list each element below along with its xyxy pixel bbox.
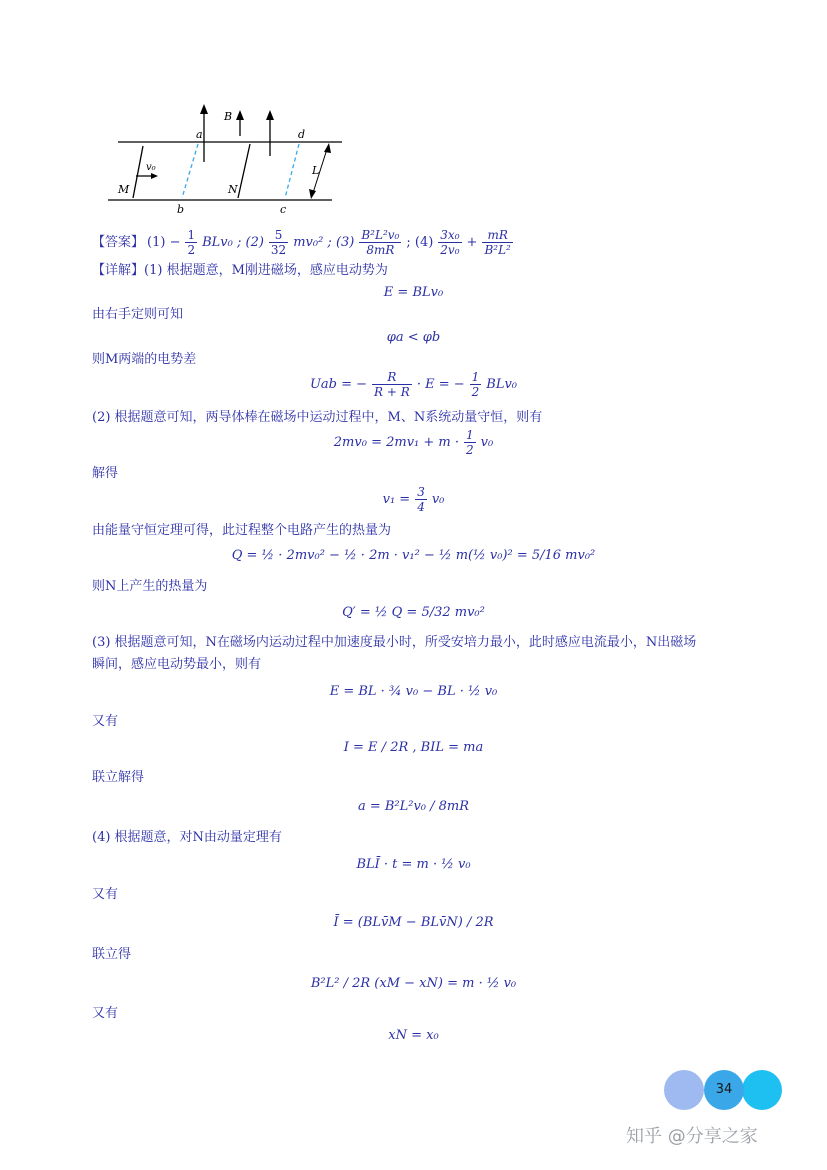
equation-3: Uab = − $\frac{R}{R + R}$ · E = − $\frac{1}{2}$ BLv₀: [309, 370, 518, 399]
label-a: a: [196, 128, 203, 141]
answer-part1: (1) −: [147, 234, 181, 250]
solution-text-11: (4) 根据题意，对N由动量定理有: [92, 830, 282, 845]
answer-frac2: $\frac{5}{32}$: [270, 228, 287, 257]
solution-text-10: 联立解得: [92, 770, 145, 785]
label-M: M: [118, 183, 130, 196]
equation-6: Q = ½ · 2mv₀² − ½ · 2m · v₁² − ½ m(½ v₀)² = 5/16 mv₀²: [231, 548, 596, 563]
answer-frac1: $\frac{1}{2}$: [187, 228, 196, 257]
label-c: c: [280, 203, 287, 216]
solution-text-8b: 瞬间，感应电动势最小，则有: [92, 657, 262, 672]
equation-9: I = E / 2R , BIL = ma: [343, 740, 484, 755]
magnetic-field-figure: [100, 100, 360, 220]
solution-text-2: 由右手定则可知: [92, 307, 184, 322]
answer-part1-tail: BLv₀ ; (2): [202, 234, 264, 250]
label-v0: v₀: [146, 162, 156, 173]
answer-tag: 【答案】: [92, 234, 145, 250]
solution-text-13: 联立得: [92, 947, 132, 962]
answer-frac3: $\frac{\text{B²L²v₀}}{8mR}$: [361, 228, 400, 257]
solution-text-3: 则M两端的电势差: [92, 352, 197, 367]
solution-text-6: 由能量守恒定理可得，此过程整个电路产生的热量为: [92, 523, 392, 538]
page-number: 34: [715, 1082, 733, 1097]
watermark: 知乎 @分享之家: [626, 1126, 758, 1147]
solution-line-1: [92, 262, 388, 280]
badge-circle-left: [664, 1070, 704, 1110]
label-B: B: [224, 110, 233, 123]
answer-part2-tail: mv₀² ; (3): [293, 234, 355, 250]
label-b: b: [177, 203, 185, 216]
equation-11: BLĪ · t = m · ½ v₀: [356, 857, 471, 872]
answer-frac5: $\frac{mR}{\text{B²L²}}$: [484, 228, 511, 257]
answer-plus: +: [466, 234, 478, 250]
label-d: d: [298, 128, 306, 141]
solution-tag: 【详解】: [92, 263, 145, 278]
solution-text-7: 则N上产生的热量为: [92, 579, 208, 594]
equation-5: v₁ = $\frac{3}{4}$ v₀: [382, 485, 445, 514]
equation-2: φa < φb: [386, 330, 441, 345]
label-L: L: [312, 164, 320, 177]
equation-1: E = BLv₀: [383, 285, 444, 300]
solution-text-8: (3) 根据题意可知，N在磁场内运动过程中加速度最小时，所受安培力最小，此时感应电流最小，N出磁场: [92, 635, 697, 650]
answer-part3-tail: ; (4): [406, 234, 434, 250]
solution-text-12: 又有: [92, 887, 119, 902]
equation-12: Ī = (BLv̄M − BLv̄N) / 2R: [333, 915, 494, 930]
answer-line: [92, 228, 515, 257]
solution-text-1: (1) 根据题意，M刚进磁场，感应电动势为: [144, 263, 388, 278]
badge-circle-right: [742, 1070, 782, 1110]
equation-7: Q′ = ½ Q = 5/32 mv₀²: [342, 605, 485, 620]
label-N: N: [228, 183, 238, 196]
equation-14: xN = x₀: [388, 1028, 439, 1043]
solution-text-14: 又有: [92, 1006, 119, 1021]
answer-frac4: $\frac{\text{3x₀}}{\text{2v₀}}$: [440, 228, 460, 257]
solution-text-4: (2) 根据题意可知，两导体棒在磁场中运动过程中，M、N系统动量守恒，则有: [92, 410, 543, 425]
solution-text-9: 又有: [92, 714, 119, 729]
equation-13: B²L² / 2R (xM − xN) = m · ½ v₀: [310, 976, 517, 991]
equation-8: E = BL · ¾ v₀ − BL · ½ v₀: [329, 684, 498, 699]
page-number-badge: [664, 1068, 784, 1112]
equation-10: a = B²L²v₀ / 8mR: [357, 799, 470, 814]
solution-text-5: 解得: [92, 466, 119, 481]
equation-4: 2mv₀ = 2mv₁ + m · $\frac{1}{2}$ v₀: [333, 428, 494, 457]
